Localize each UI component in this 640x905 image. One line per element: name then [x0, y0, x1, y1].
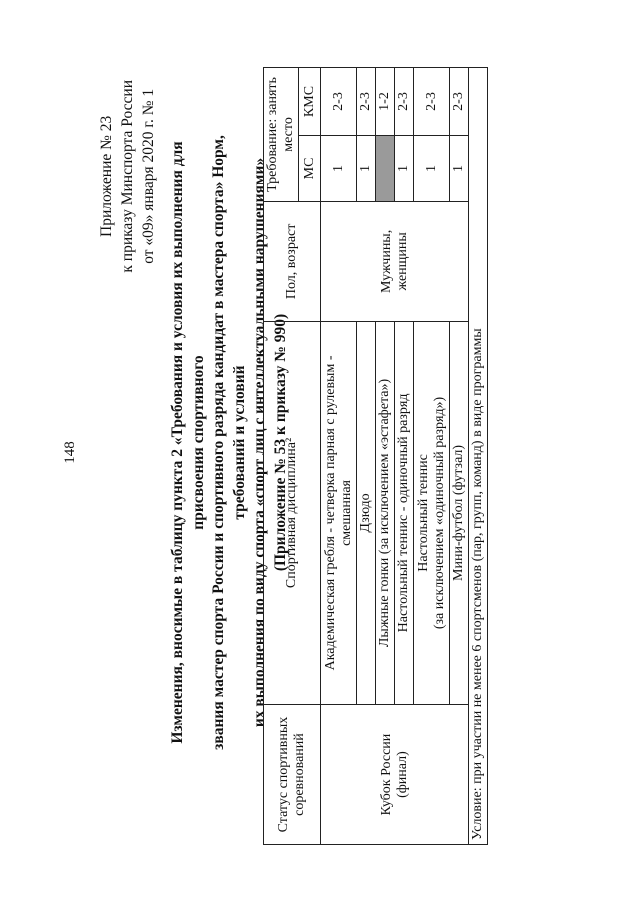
heading-line: (Приложение № 53 к приказу № 990) [271, 313, 289, 572]
kms-cell: 2-3 [395, 68, 414, 136]
discipline-line: (за исключением «одиночный разряд») [431, 396, 447, 630]
kms-cell: 2-3 [321, 68, 357, 136]
header-requirement: Требование: занять место [264, 68, 299, 202]
ms-cell: 1 [414, 136, 450, 202]
status-cell: Кубок России (финал) [321, 705, 469, 845]
kms-cell: 2-3 [357, 68, 376, 136]
appendix-line: от «09» января 2020 г. № 1 [140, 88, 157, 264]
discipline-cell: Дзюдо [357, 321, 376, 704]
discipline-cell: Мини-футбол (футзал) [450, 321, 469, 704]
discipline-cell [321, 321, 357, 704]
condition-row [469, 68, 488, 845]
header-gender-age: Пол, возраст [264, 201, 321, 321]
ms-cell-shaded [376, 136, 395, 202]
kms-cell: 1-2 [376, 68, 395, 136]
heading-line: Изменения, вносимые в таблицу пункта 2 «Требования и условия их выполнения для присвоения спортивного [169, 141, 207, 744]
heading-line: их выполнения по виду спорта «спорт лиц с интеллектуальными нарушениями» [251, 157, 268, 728]
table-row [321, 68, 357, 845]
heading-line: звания мастер спорта России и спортивного разряда кандидат в мастера спорта» Норм, требований и условий [210, 135, 248, 750]
requirements-table [263, 67, 488, 845]
appendix-block [96, 80, 159, 273]
gender-cell: Мужчины, женщины [321, 201, 469, 321]
discipline-line: смешанная [338, 480, 354, 546]
discipline-cell: Лыжные гонки (за исключением «эстафета») [376, 321, 395, 704]
header-status: Статус спортивных соревнований [264, 705, 321, 845]
discipline-cell: Настольный теннис - одиночный разряд [395, 321, 414, 704]
appendix-line: Приложение № 23 [98, 115, 115, 237]
ms-cell: 1 [450, 136, 469, 202]
header-kms: КМС [299, 68, 321, 136]
header-ms: МС [299, 136, 321, 202]
table-header-row [264, 68, 299, 845]
page-number: 148 [62, 441, 78, 464]
appendix-line: к приказу Минспорта России [119, 80, 136, 273]
ms-cell: 1 [395, 136, 414, 202]
kms-cell: 2-3 [414, 68, 450, 136]
discipline-line: Настольный теннис [415, 454, 431, 572]
ms-cell: 1 [357, 136, 376, 202]
ms-cell: 1 [321, 136, 357, 202]
discipline-line: Академическая гребля - четверка парная с рулевым - [322, 355, 338, 671]
header-discipline: Спортивная дисциплина² [264, 321, 321, 704]
condition-cell: Условие: при участии не менее 6 спортсменов (пар, групп, команд) в виде программы [469, 68, 488, 845]
discipline-cell [414, 321, 450, 704]
kms-cell: 2-3 [450, 68, 469, 136]
